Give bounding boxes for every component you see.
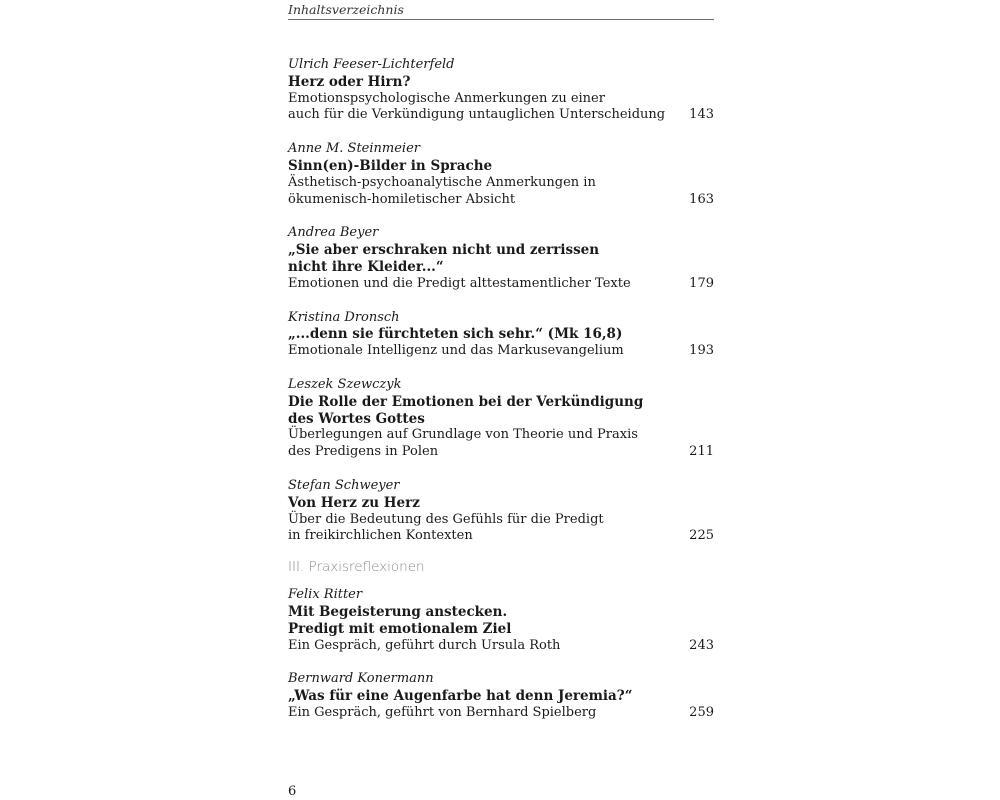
section-heading: III. Praxisreflexionen [288,559,425,576]
toc-entry[interactable] [288,57,714,124]
entry-subtitle: ökumenisch-homiletischer Absicht [288,191,516,207]
entry-author: Bernward Konermann [288,671,434,687]
entry-subtitle: auch für die Verkündigung untauglichen Unterscheidung [288,107,666,123]
entry-title: nicht ihre Kleider...“ [288,258,444,275]
entry-subtitle: Überlegungen auf Grundlage von Theorie und Praxis [288,427,638,443]
entry-title: „Sie aber erschraken nicht und zerrissen [288,242,600,259]
entry-page-number: 259 [689,704,714,720]
entry-subtitle: Über die Bedeutung des Gefühls für die Predigt [288,511,604,527]
entry-page-number: 243 [689,637,714,653]
toc-entry[interactable] [288,587,714,654]
entry-subtitle: des Predigens in Polen [288,444,439,460]
entry-author: Andrea Beyer [288,225,379,241]
entry-subtitle: Ein Gespräch, geführt durch Ursula Roth [288,637,561,653]
entry-author: Kristina Dronsch [288,309,400,325]
page-number: 6 [288,784,297,799]
toc-entry[interactable] [288,141,714,208]
entry-title: Herz oder Hirn? [288,73,411,90]
toc-entry[interactable] [288,377,714,461]
entry-page-number: 193 [689,343,714,359]
entry-author: Anne M. Steinmeier [288,141,420,157]
entry-author: Ulrich Feeser-Lichterfeld [288,57,455,72]
entry-subtitle: Emotionen und die Predigt alttestamentlicher Texte [288,275,631,291]
table-of-contents [288,57,714,739]
entry-title: Predigt mit emotionalem Ziel [288,620,512,637]
entry-page-number: 179 [689,275,714,291]
entry-author: Felix Ritter [288,587,363,603]
entry-subtitle: Ein Gespräch, geführt von Bernhard Spielberg [288,704,597,720]
running-head: Inhaltsverzeichnis [288,2,714,20]
toc-page [288,0,714,800]
entry-title: Die Rolle der Emotionen bei der Verkündigung [288,393,644,410]
entry-subtitle: Emotionale Intelligenz und das Markusevangelium [288,343,624,359]
toc-entries-part-3 [288,587,714,722]
entry-page-number: 211 [689,444,714,460]
toc-entry[interactable] [288,225,714,292]
toc-entry[interactable] [288,478,714,545]
toc-entries-part-2 [288,57,714,545]
entry-author: Stefan Schweyer [288,477,400,493]
entry-title: Mit Begeisterung anstecken. [288,603,508,620]
entry-title: Sinn(en)-Bilder in Sprache [288,157,493,174]
entry-author: Leszek Szewczyk [288,376,402,392]
entry-page-number: 143 [689,107,714,123]
entry-subtitle: Ästhetisch-psychoanalytische Anmerkungen in [288,174,596,190]
entry-page-number: 225 [689,528,714,544]
entry-title: „...denn sie fürchteten sich sehr.“ (Mk 16,8) [288,326,623,343]
entry-title: des Wortes Gottes [288,410,425,427]
entry-subtitle: Emotionspsychologische Anmerkungen zu einer [288,90,605,106]
toc-entry[interactable] [288,310,714,360]
entry-title: Von Herz zu Herz [288,494,420,511]
entry-title: „Was für eine Augenfarbe hat denn Jeremia?“ [288,688,633,705]
entry-page-number: 163 [689,191,714,207]
toc-entry[interactable] [288,671,714,721]
entry-subtitle: in freikirchlichen Kontexten [288,528,473,544]
